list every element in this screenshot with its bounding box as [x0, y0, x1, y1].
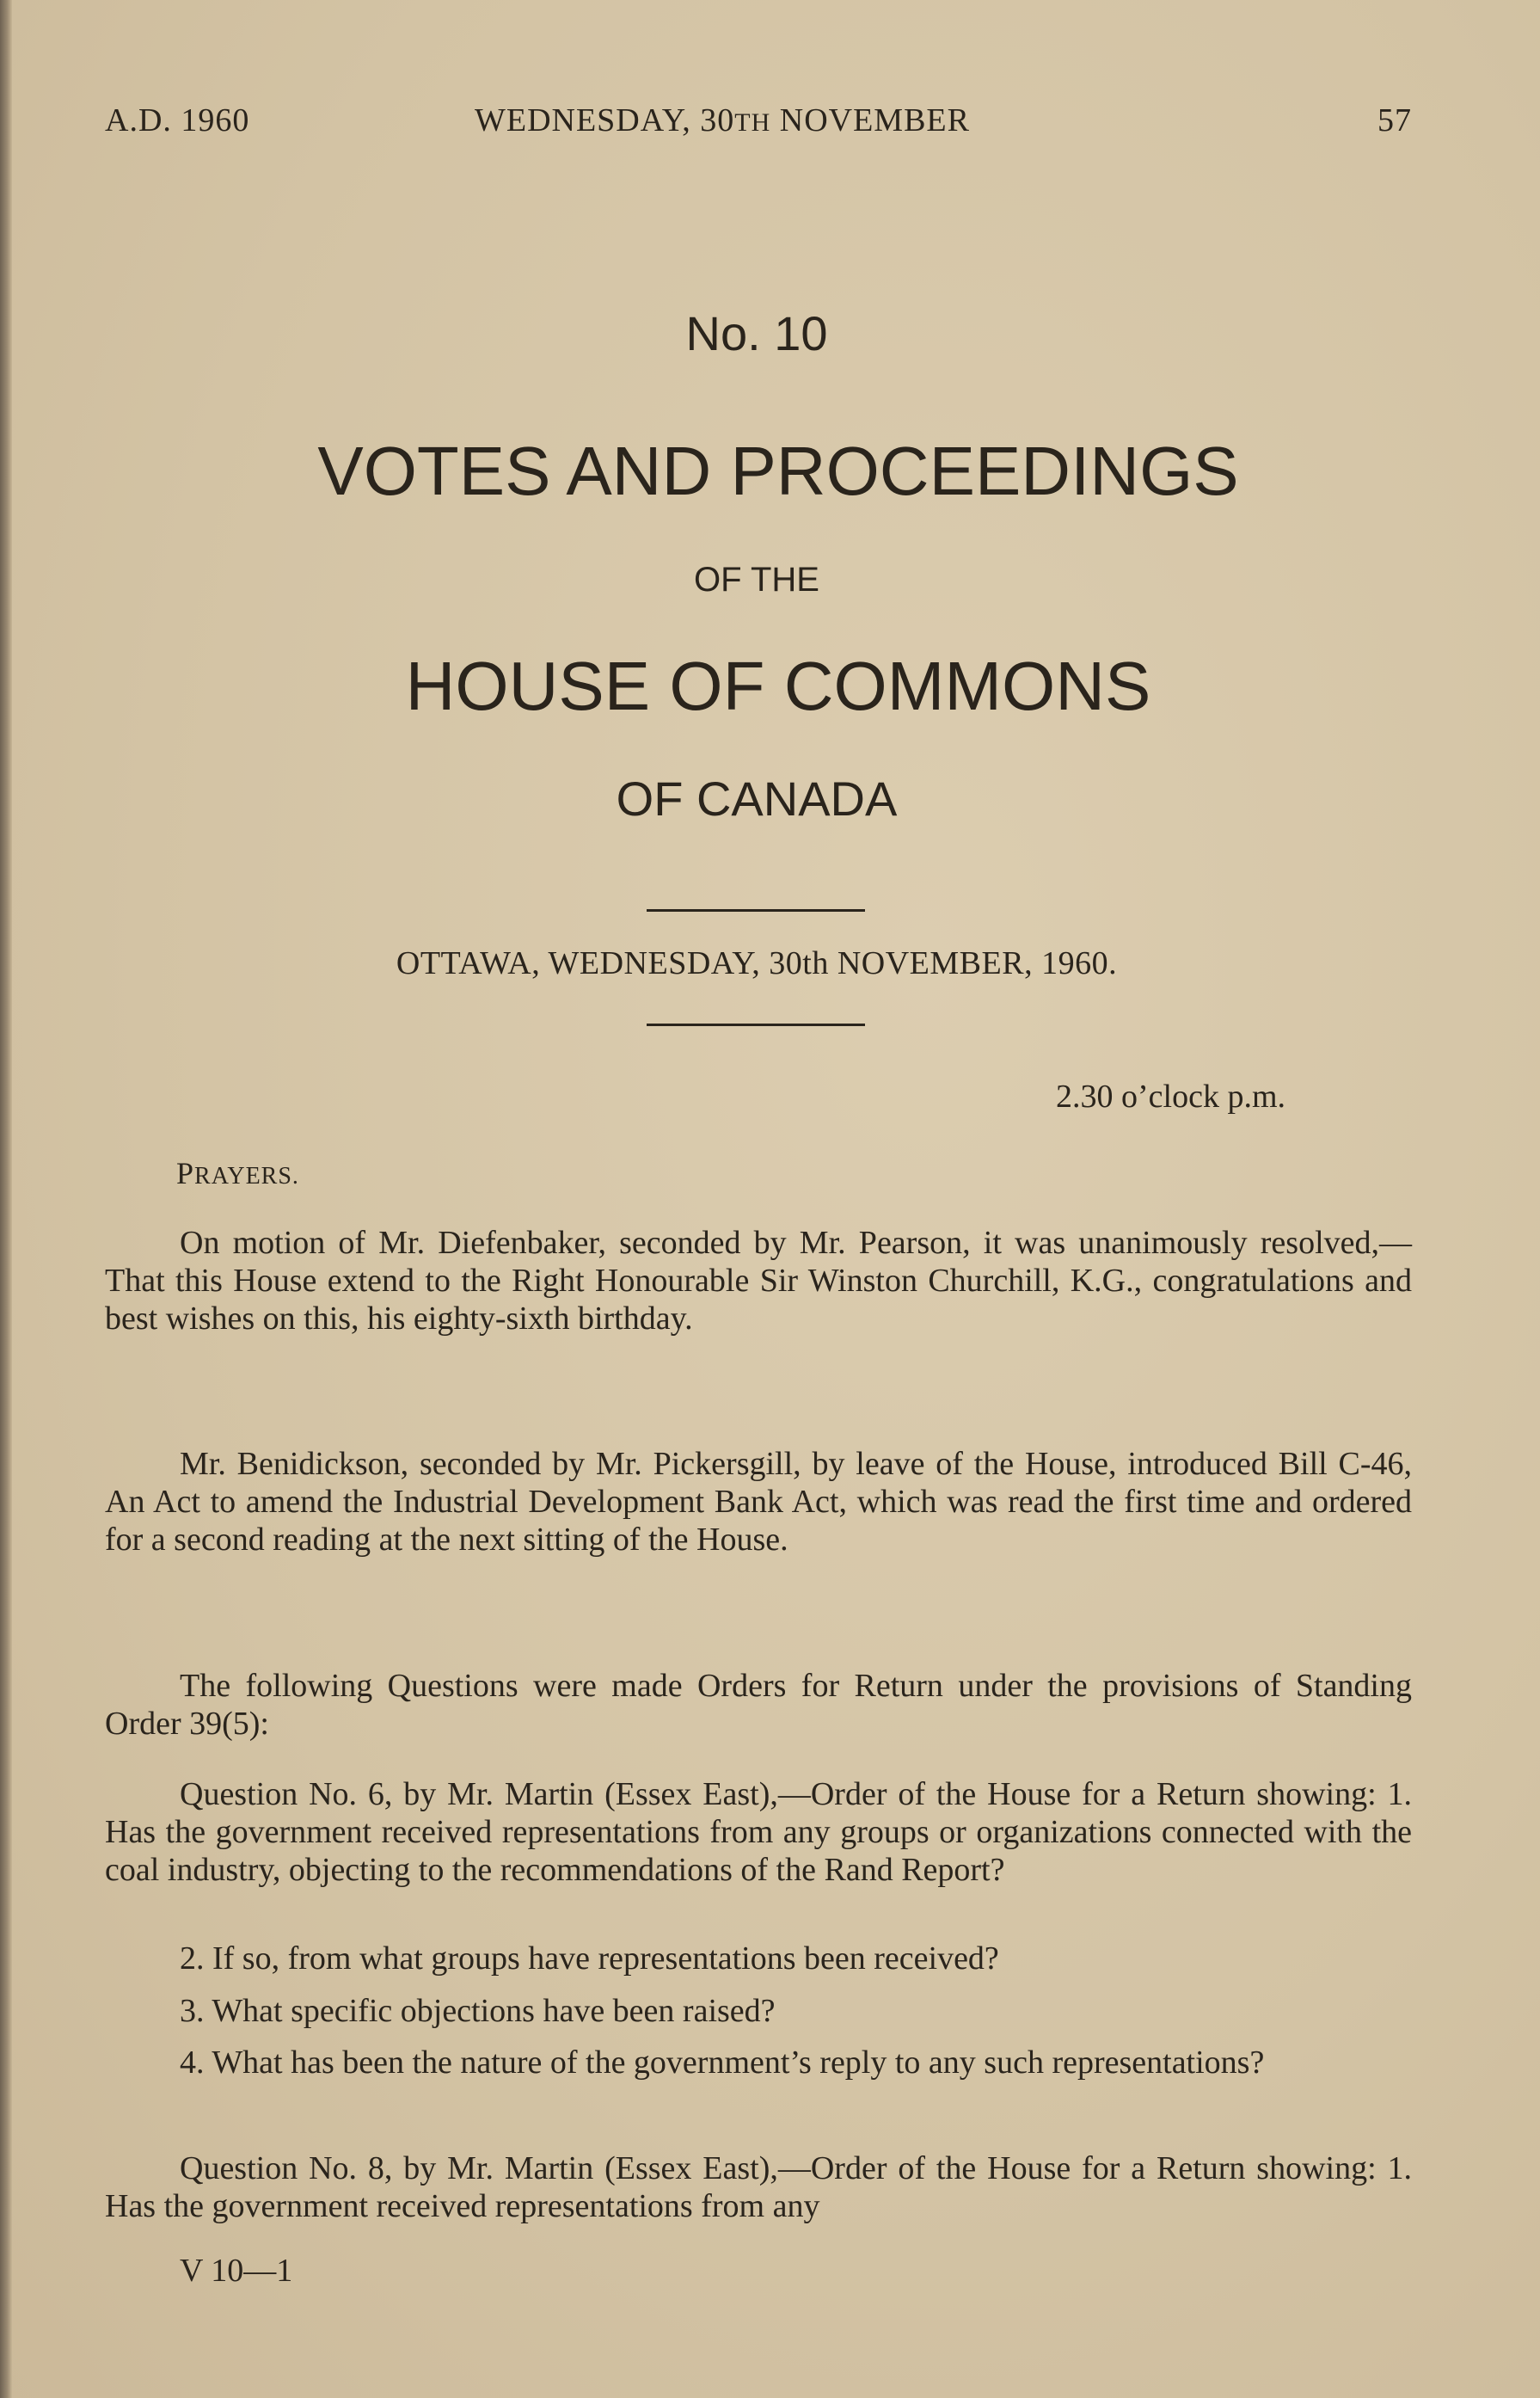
paragraph-question-6-part-2: 2. If so, from what groups have representations been received?: [180, 1940, 999, 1977]
house-title: HOUSE OF COMMONS: [405, 648, 1151, 724]
document-title: VOTES AND PROCEEDINGS: [317, 433, 1239, 509]
date-line: OTTAWA, WEDNESDAY, 30th NOVEMBER, 1960.: [396, 945, 1118, 981]
paragraph-question-8: Question No. 8, by Mr. Martin (Essex East),—Order of the House for a Return showing: 1. Has the government received representations from any: [105, 2150, 1412, 2224]
sitting-time: 2.30 o’clock p.m.: [1056, 1079, 1286, 1115]
prayers-rest: RAYERS.: [194, 1163, 299, 1190]
running-head-date-month: NOVEMBER: [770, 102, 970, 138]
paragraph-bill-c46: Mr. Benidickson, seconded by Mr. Pickersgill, by leave of the House, introduced Bill C-46, An Act to amend the Industrial Development Bank Act, which was read the first time and ordered for a second reading at the next sitting of the House.: [105, 1446, 1412, 1558]
paragraph-churchill-motion: On motion of Mr. Diefenbaker, seconded by Mr. Pearson, it was unanimously resolved,—That this House extend to the Right Honourable Sir Winston Churchill, K.G., congratulations and best wishes on this, his eighty-sixth birthday.: [105, 1225, 1412, 1337]
prayers-heading: [176, 1155, 299, 1191]
paragraph-question-6-part-4: 4. What has been the nature of the government’s reply to any such representations?: [180, 2044, 1265, 2081]
running-head: [105, 101, 1412, 144]
page-number: 57: [1377, 102, 1412, 138]
country-title: OF CANADA: [616, 772, 898, 826]
paragraph-question-6-part-3: 3. What specific objections have been raised?: [180, 1993, 776, 2029]
running-head-date: [475, 101, 970, 139]
title-of-the: OF THE: [694, 561, 819, 599]
divider-top: [647, 909, 865, 912]
prayers-initial: P: [176, 1156, 195, 1190]
running-head-date-day: WEDNESDAY, 30: [475, 102, 735, 138]
divider-bottom: [647, 1024, 865, 1026]
year-label: A.D. 1960: [105, 102, 250, 138]
paragraph-orders-for-return: The following Questions were made Orders for Return under the provisions of Standing Order 39(5):: [105, 1668, 1412, 1742]
signature-mark: V 10—1: [180, 2253, 293, 2289]
running-head-date-ordinal: TH: [734, 108, 771, 137]
paragraph-question-6: Question No. 6, by Mr. Martin (Essex East),—Order of the House for a Return showing: 1. Has the government received representations from any groups or organizations connected with the coal industry, objecting to the recommendations of the Rand Report?: [105, 1776, 1412, 1888]
issue-number: No. 10: [685, 306, 828, 360]
